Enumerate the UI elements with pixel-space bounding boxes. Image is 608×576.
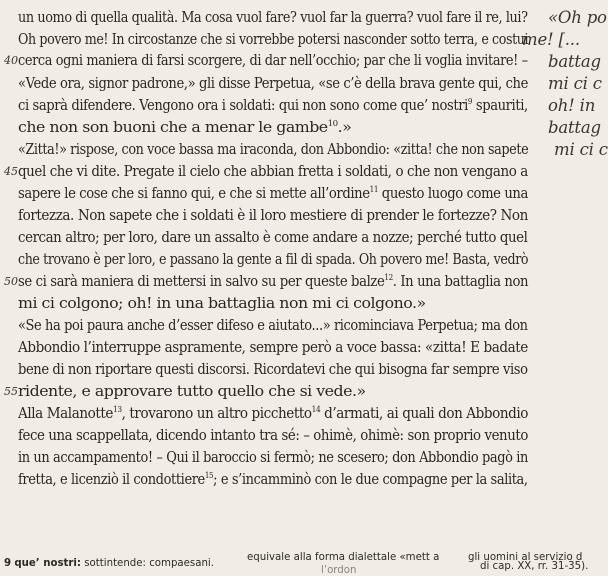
line-text: che non son buoni che a menar le gambe — [18, 119, 328, 136]
text-line-14 — [18, 294, 426, 314]
line-text-cont: , trovarono un altro picchetto — [121, 405, 312, 422]
side-column-line-1: «Oh po — [548, 8, 607, 27]
text-line-18 — [18, 382, 366, 402]
line-text: fretta, e licenziò il condottiere — [18, 471, 205, 488]
line-text: cerca ogni maniera di farsi scorgere, di dar nell’occhio; par che li voglia invitare! – — [18, 52, 528, 69]
line-text-cont: questo luogo come una — [378, 185, 528, 202]
text-line-17 — [18, 360, 528, 380]
line-text: un uomo di quella qualità. Ma cosa vuol fare? vuol far la guerra? vuol fare il re, lui? — [18, 9, 528, 26]
text-line-4 — [18, 74, 528, 94]
text-line-1 — [18, 8, 528, 28]
line-text: che trovano è per loro, e passano la gente a fil di spada. Oh povero me! Basta, vedrò — [18, 251, 529, 268]
text-line-8 — [18, 162, 528, 182]
footnote-right-ref: di cap. XX, rr. 31-35). — [480, 561, 589, 572]
side-column-line-7: mi ci c — [554, 140, 608, 159]
line-text-cont: spauriti, — [472, 97, 528, 114]
text-line-15 — [18, 316, 528, 336]
footnote-ref-15: 15 — [204, 471, 214, 481]
footnote-ref-10: 10 — [327, 119, 338, 129]
footnote-ref-9: 9 — [467, 97, 473, 107]
text-line-16 — [18, 338, 528, 358]
text-line-10 — [18, 206, 528, 226]
footnote-9 — [4, 558, 214, 569]
side-column-line-3: battag — [548, 52, 601, 71]
text-line-11 — [18, 228, 528, 248]
line-text: Abbondio l’interruppe aspramente, sempre però a voce bassa: «zitta! E badate — [18, 339, 528, 356]
side-column-line-2: me! [... — [522, 30, 580, 49]
line-text-cont: d’armati, ai quali don Abbondio — [320, 405, 529, 422]
line-text-cont: .» — [337, 119, 352, 136]
text-line-2 — [18, 30, 528, 50]
line-text: cercan altro; per loro, dare un assalto è come andare a nozze; perché tutto quel — [18, 229, 528, 246]
line-text: in un accampamento! – Qui il baroccio si fermò; ne scesero; don Abbondio pagò in — [18, 449, 528, 466]
footnotes — [0, 542, 593, 576]
line-number-55: 55 — [4, 385, 18, 398]
line-text: Alla Malanotte — [18, 405, 114, 422]
text-line-22 — [18, 470, 528, 490]
line-text: bene di non riportare questi discorsi. Ricordatevi che qui bisogna far sempre viso — [18, 361, 528, 378]
text-line-3 — [18, 51, 528, 71]
text-line-19 — [18, 404, 528, 424]
footnote-ref-12: 12 — [384, 273, 393, 283]
line-number-45: 45 — [4, 165, 18, 178]
text-line-5 — [18, 96, 528, 116]
line-text: se ci sarà maniera di mettersi in salvo su per queste balze — [18, 273, 385, 290]
footnote-9-number: 9 — [4, 558, 12, 569]
footnote-ref-11: 11 — [369, 185, 379, 195]
line-text: ci saprà difendere. Vengono ora i soldati: qui non sono come que’ nostri — [18, 97, 468, 114]
line-text: «Se ha poi paura anche d’esser difeso e aiutato...» ricominciava Perpetua; ma don — [18, 317, 528, 334]
line-text: quel che vi dite. Pregate il cielo che abbian fretta i soldati, o che non vengano a — [18, 163, 528, 180]
line-text: fece una scappellata, dicendo intanto tra sé: – ohimè, ohimè: son proprio venuto — [18, 427, 528, 444]
text-line-7 — [18, 140, 528, 160]
line-text-cont: ; e s’incamminò con le due compagne per la salita, — [213, 471, 528, 488]
footnote-10-cont: l’ordon — [321, 565, 357, 576]
line-number-50: 50 — [4, 275, 18, 288]
footnote-ref-13: 13 — [113, 405, 122, 415]
text-line-12 — [18, 250, 528, 270]
text-line-21 — [18, 448, 528, 468]
line-text: «Vede ora, signor padrone,» gli disse Perpetua, «se c’è della brava gente qui, che — [18, 75, 528, 92]
footnote-ref-14: 14 — [311, 405, 321, 415]
text-line-13 — [18, 272, 528, 292]
line-text-cont: . In una battaglia non — [392, 273, 529, 290]
line-text: sapere le cose che si fanno qui, e che si mette all’ordine — [18, 185, 370, 202]
footnote-9-term: que’ nostri: — [14, 558, 81, 569]
footnote-9-text: sottintende: compaesani. — [84, 558, 215, 569]
side-column-line-6: battag — [548, 118, 601, 137]
text-line-20 — [18, 426, 528, 446]
footnote-10-text: equivale alla forma dialettale «mett a — [247, 552, 440, 563]
line-text: Oh povero me! In circostanze che si vorrebbe potersi nasconder sotto terra, e costui — [18, 31, 529, 48]
side-column-line-4: mi ci c — [548, 74, 602, 93]
text-line-9 — [18, 184, 528, 204]
side-column-line-5: oh! in — [548, 96, 596, 115]
line-text: fortezza. Non sapete che i soldati è il loro mestiere di prender le fortezze? Non — [18, 207, 528, 224]
footnote-right-text: gli uomini al servizio d — [468, 552, 583, 563]
line-text: mi ci colgono; oh! in una battaglia non mi ci colgono.» — [18, 295, 426, 312]
line-number-40: 40 — [4, 54, 18, 67]
text-line-6 — [18, 118, 351, 138]
line-text: «Zitta!» rispose, con voce bassa ma iraconda, don Abbondio: «zitta! che non sapete — [18, 141, 529, 158]
line-text: ridente, e approvare tutto quello che si vede.» — [18, 383, 366, 400]
